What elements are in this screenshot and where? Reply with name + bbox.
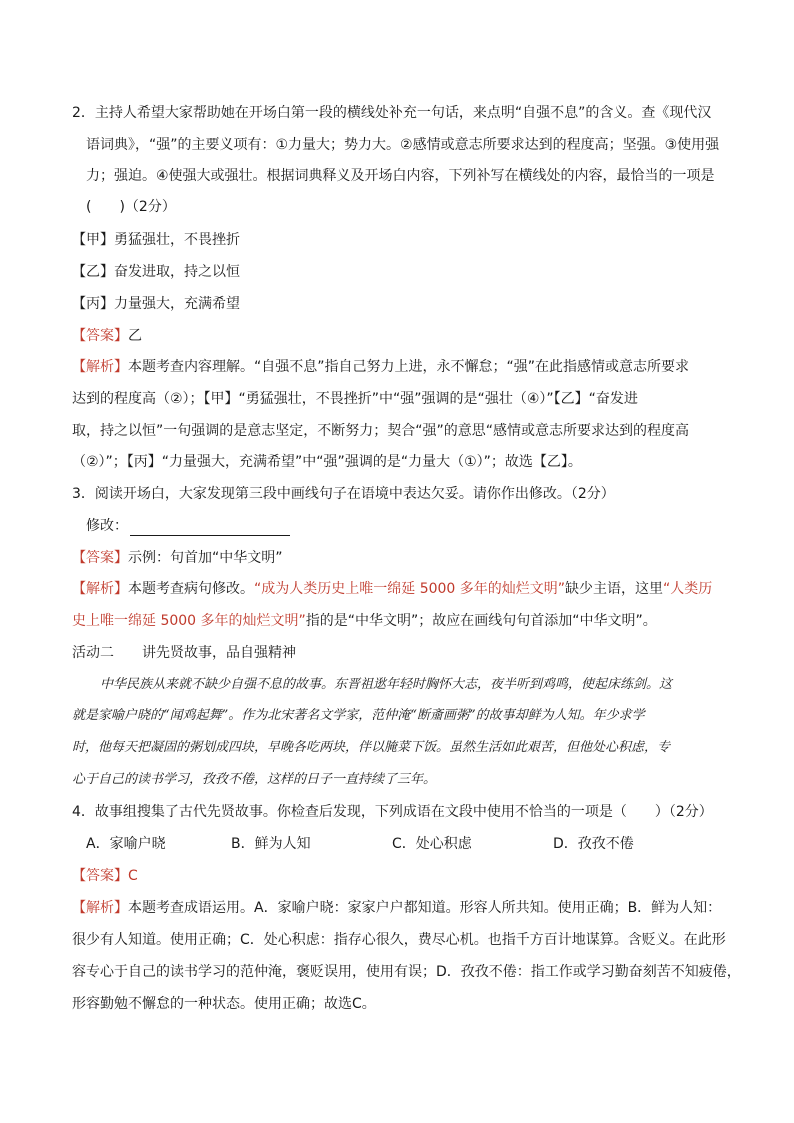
q3-analysis-line1 xyxy=(72,579,712,599)
analysis-tag: 【解析】 xyxy=(72,359,128,375)
answer-text: 示例：句首加“中华文明” xyxy=(128,550,283,566)
analysis-text: 本题考查病句修改。 xyxy=(128,581,254,597)
answer-text: 乙 xyxy=(128,328,142,344)
q2-analysis-line4: （②）”；【丙】“力量强大，充满希望”中“强”强调的是“力量大（①）”；故选【乙】。 xyxy=(72,454,582,470)
quoted-sentence: “人类历 xyxy=(663,581,713,597)
q4-stem: 4．故事组搜集了古代先贤故事。你检查后发现，下列成语在文段中使用不恰当的一项是（ ）（2分） xyxy=(72,804,713,820)
q4-option-a: A．家喻户晓 xyxy=(86,836,166,852)
answer-tag: 【答案】 xyxy=(72,868,128,884)
q2-analysis-line2: 达到的程度高（②）；【甲】“勇猛强壮，不畏挫折”中“强”强调的是“强壮（④）”【乙】“奋发进 xyxy=(72,391,638,407)
passage-line3: 时，他每天把凝固的粥划成四块，早晚各吃两块，伴以腌菜下饭。虽然生活如此艰苦，但他处心积虑，专 xyxy=(72,740,671,755)
q2-answer xyxy=(72,326,142,346)
activity2-title: 活动二 讲先贤故事，品自强精神 xyxy=(72,645,296,661)
q2-analysis-line3: 取，持之以恒”一句强调的是意志坚定，不断努力；契合“强”的意思“感情或意志所要求达到的程度高 xyxy=(72,423,690,439)
q2-stem-line4: ( )（2分） xyxy=(86,199,176,215)
answer-tag: 【答案】 xyxy=(72,550,128,566)
q3-analysis-line2 xyxy=(72,611,657,631)
analysis-text: 本题考查内容理解。“自强不息”指自己努力上进，永不懈怠；“强”在此指感情或意志所要求 xyxy=(128,359,690,375)
analysis-text: 指的是“中华文明”；故应在画线句句首添加“中华文明”。 xyxy=(305,613,657,629)
q2-stem-line3: 力；强迫。④使强大或强壮。根据词典释义及开场白内容，下列补写在横线处的内容，最恰当的一项是 xyxy=(86,168,715,184)
q4-option-c: C．处心积虑 xyxy=(392,836,472,852)
passage-line4: 心于自己的读书学习，孜孜不倦，这样的日子一直持续了三年。 xyxy=(72,772,437,787)
q4-analysis-line4: 形容勤勉不懈怠的一种状态。使用正确；故选C。 xyxy=(72,996,376,1012)
q2-option-jia: 【甲】勇猛强壮，不畏挫折 xyxy=(72,232,240,248)
q3-answer-blank[interactable] xyxy=(130,521,290,536)
analysis-tag: 【解析】 xyxy=(72,581,128,597)
q4-option-b: B．鲜为人知 xyxy=(231,836,311,852)
q2-stem-line2: 语词典》，“强”的主要义项有：①力量大；势力大。②感情或意志所要求达到的程度高；坚强。③使用强 xyxy=(86,137,720,153)
q3-stem: 3．阅读开场白，大家发现第三段中画线句子在语境中表达欠妥。请你作出修改。（2分） xyxy=(72,486,615,502)
q2-option-bing: 【丙】力量强大，充满希望 xyxy=(72,296,240,312)
passage-line1: 中华民族从来就不缺少自强不息的故事。东晋祖逖年轻时胸怀大志，夜半听到鸡鸣，使起床练剑。这 xyxy=(100,677,673,692)
q2-option-yi: 【乙】奋发进取，持之以恒 xyxy=(72,264,240,280)
quoted-sentence: “成为人类历史上唯一绵延 5000 多年的灿烂文明” xyxy=(254,581,566,597)
analysis-text: 缺少主语，这里 xyxy=(565,581,664,597)
q4-option-d: D．孜孜不倦 xyxy=(553,836,634,852)
analysis-text: 本题考查成语运用。A．家喻户晓：家家户户都知道。形容人所共知。使用正确；B．鲜为人知： xyxy=(128,900,722,916)
q3-fix-label: 修改： xyxy=(86,518,128,534)
q2-stem-line1: 2．主持人希望大家帮助她在开场白第一段的横线处补充一句话，来点明“自强不息”的含义。查《现代汉 xyxy=(72,105,712,121)
answer-text: C xyxy=(128,868,138,884)
q4-answer xyxy=(72,866,138,886)
passage-line2: 就是家喻户晓的“闻鸡起舞”。作为北宋著名文学家，范仲淹“断齑画粥”的故事却鲜为人知。年少求学 xyxy=(72,708,645,723)
quoted-sentence: 史上唯一绵延 5000 多年的灿烂文明” xyxy=(72,613,306,629)
q3-fix-line xyxy=(86,516,290,536)
q2-analysis-line1 xyxy=(72,357,689,377)
q4-analysis-line2: 很少有人知道。使用正确；C．处心积虑：指存心很久，费尽心机。也指千方百计地谋算。含贬义。在此形 xyxy=(72,932,726,948)
analysis-tag: 【解析】 xyxy=(72,900,128,916)
q3-answer xyxy=(72,548,283,568)
q4-analysis-line3: 容专心于自己的读书学习的范仲淹，褒贬误用，使用有误；D．孜孜不倦：指工作或学习勤奋刻苦不知疲倦， xyxy=(72,964,741,980)
answer-tag: 【答案】 xyxy=(72,328,128,344)
q4-analysis-line1 xyxy=(72,898,721,918)
